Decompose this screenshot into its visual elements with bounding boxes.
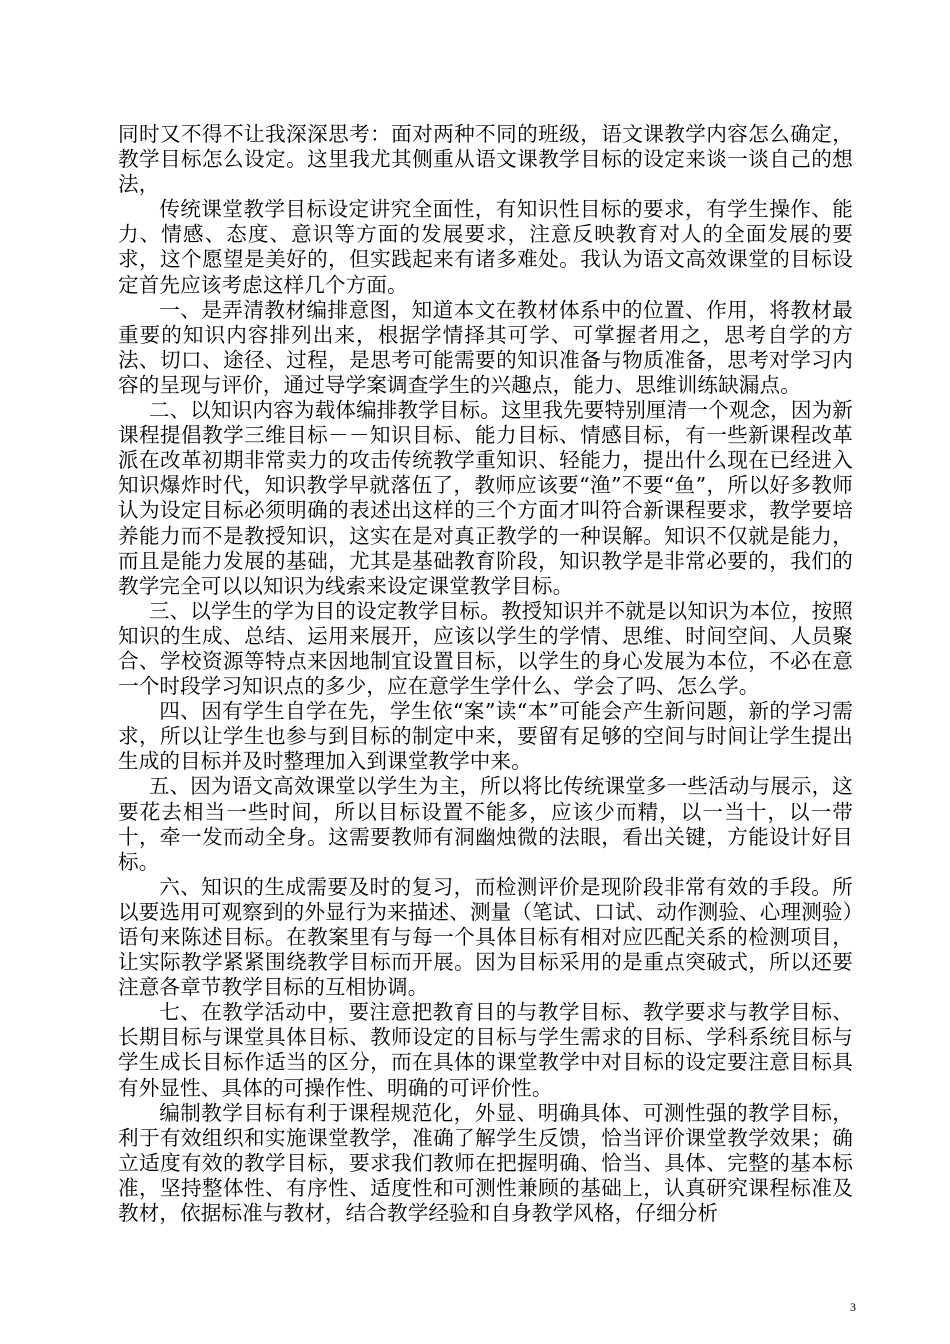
paragraph-1: 同时又不得不让我深深思考：面对两种不同的班级，语文课教学内容怎么确定，教学目标怎么设定。这里我尤其侧重从语文课教学目标的设定来谈一谈自己的想法， xyxy=(118,122,853,197)
paragraph-3: 一、是弄清教材编排意图，知道本文在教材体系中的位置、作用，将教材最重要的知识内容排列出来，根据学情择其可学、可掌握者用之，思考自学的方法、切口、途径、过程，是思考可能需要的知识准备与物质准备，思考对学习内容的呈现与评价，通过导学案调查学生的兴趣点，能力、思维训练缺漏点。 xyxy=(118,297,853,397)
paragraph-4: 二、以知识内容为载体编排教学目标。这里我先要特别厘清一个观念，因为新课程提倡教学三维目标－－知识目标、能力目标、情感目标，有一些新课程改革派在改革初期非常卖力的攻击传统教学重知识、轻能力，提出什么现在已经进入知识爆炸时代，知识教学早就落伍了，教师应该要“渔”不要“鱼”，所以好多教师认为设定目标必须明确的表述出这样的三个方面才叫符合新课程要求，教学要培养能力而不是教授知识，这实在是对真正教学的一种误解。知识不仅就是能力，而且是能力发展的基础，尤其是基础教育阶段，知识教学是非常必要的，我们的教学完全可以以知识为线索来设定课堂教学目标。 xyxy=(118,398,853,598)
paragraph-8: 六、知识的生成需要及时的复习，而检测评价是现阶段非常有效的手段。所以要选用可观察到的外显行为来描述、测量（笔试、口试、动作测验、心理测验）语句来陈述目标。在教案里有与每一个具体目标有相对应匹配关系的检测项目，让实际教学紧紧围绕教学目标而开展。因为目标采用的是重点突破式，所以还要注意各章节教学目标的互相协调。 xyxy=(118,874,853,1000)
paragraph-10: 编制教学目标有利于课程规范化，外显、明确具体、可测性强的教学目标，利于有效组织和实施课堂教学，准确了解学生反馈，恰当评价课堂教学效果；确立适度有效的教学目标，要求我们教师在把握明确、恰当、具体、完整的基本标准，坚持整体性、有序性、适度性和可测性兼顾的基础上，认真研究课程标准及教材，依据标准与教材，结合教学经验和自身教学风格，仔细分析 xyxy=(118,1100,853,1226)
page-number: 3 xyxy=(850,1300,856,1314)
paragraph-2: 传统课堂教学目标设定讲究全面性，有知识性目标的要求，有学生操作、能力、情感、态度、意识等方面的发展要求，注意反映教育对人的全面发展的要求，这个愿望是美好的，但实践起来有诸多难处。我认为语文高效课堂的目标设定首先应该考虑这样几个方面。 xyxy=(118,197,853,297)
paragraph-5: 三、以学生的学为目的设定教学目标。教授知识并不就是以知识为本位，按照知识的生成、总结、运用来展开，应该以学生的学情、思维、时间空间、人员聚合、学校资源等特点来因地制宜设置目标，以学生的身心发展为本位，不必在意一个时段学习知识点的多少，应在意学生学什么、学会了吗、怎么学。 xyxy=(118,598,853,699)
paragraph-7: 五、因为语文高效课堂以学生为主，所以将比传统课堂多一些活动与展示，这要花去相当一些时间，所以目标设置不能多，应该少而精，以一当十，以一带十，牵一发而动全身。这需要教师有洞幽烛微的法眼，看出关键，方能设计好目标。 xyxy=(118,774,853,874)
document-body xyxy=(118,122,853,1226)
paragraph-6: 四、因有学生自学在先，学生依“案”读“本”可能会产生新问题，新的学习需求，所以让学生也参与到目标的制定中来，要留有足够的空间与时间让学生提出生成的目标并及时整理加入到课堂教学中来。 xyxy=(118,699,853,774)
paragraph-9: 七、在教学活动中，要注意把教育目的与教学目标、教学要求与教学目标、长期目标与课堂具体目标、教师设定的目标与学生需求的目标、学科系统目标与学生成长目标作适当的区分，而在具体的课堂教学中对目标的设定要注意目标具有外显性、具体的可操作性、明确的可评价性。 xyxy=(118,1000,853,1100)
